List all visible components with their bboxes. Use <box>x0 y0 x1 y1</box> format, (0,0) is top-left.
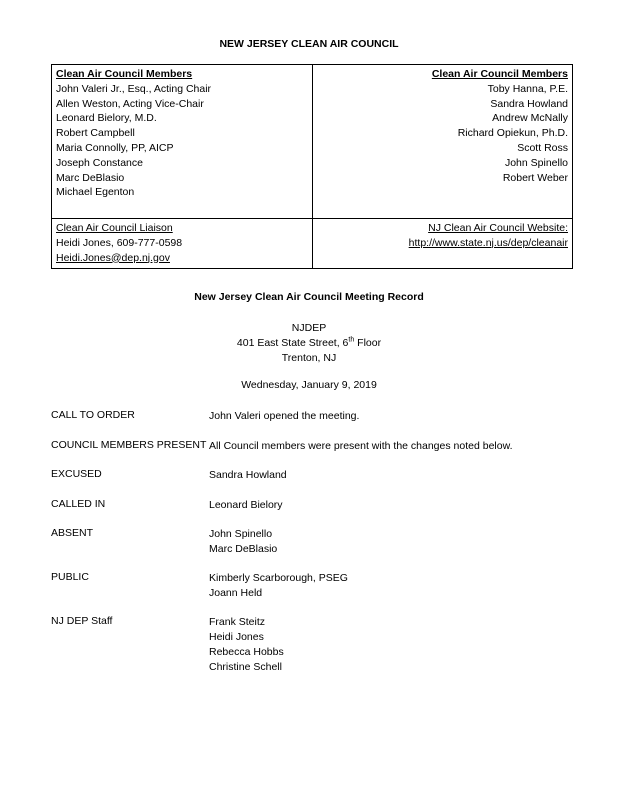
member-name: Robert Campbell <box>56 127 135 140</box>
record-label: CALLED IN <box>51 498 106 510</box>
member-name: John Valeri Jr., Esq., Acting Chair <box>56 82 212 95</box>
record-label: ABSENT <box>51 527 94 539</box>
member-name: Toby Hanna, P.E. <box>487 82 568 95</box>
member-name: Andrew McNally <box>492 112 568 125</box>
member-name: Marc DeBlasio <box>56 171 125 184</box>
council-members-table <box>51 64 573 269</box>
member-name: Sandra Howland <box>490 97 568 110</box>
record-label: PUBLIC <box>51 571 89 583</box>
member-name: Richard Opiekun, Ph.D. <box>457 127 568 140</box>
member-name: Leonard Bielory, M.D. <box>56 112 157 125</box>
meeting-date: Wednesday, January 9, 2019 <box>241 379 377 391</box>
members-right-heading: Clean Air Council Members <box>431 68 568 80</box>
member-name: Robert Weber <box>502 171 568 184</box>
website-heading: NJ Clean Air Council Website: <box>428 221 568 234</box>
liaison-cell <box>52 218 313 268</box>
liaison-email-link[interactable]: Heidi.Jones@dep.nj.gov <box>56 251 170 264</box>
record-value: Kimberly Scarborough, PSEG Joann Held <box>209 572 348 599</box>
member-name: Maria Connolly, PP, AICP <box>56 141 174 154</box>
record-label: NJ DEP Staff <box>51 615 113 627</box>
member-name: Scott Ross <box>517 141 568 154</box>
liaison-heading: Clean Air Council Liaison <box>56 221 173 234</box>
record-label: EXCUSED <box>51 468 102 480</box>
record-value: All Council members were present with the changes noted below. <box>209 440 513 452</box>
meeting-title: New Jersey Clean Air Council Meeting Record <box>194 291 424 303</box>
meeting-org: NJDEP <box>291 322 327 334</box>
record-label: COUNCIL MEMBERS PRESENT <box>51 439 207 451</box>
meeting-address: 401 East State Street, 6th Floor <box>236 336 382 349</box>
page-title: NEW JERSEY CLEAN AIR COUNCIL <box>219 38 399 50</box>
members-right-cell <box>312 65 573 219</box>
meeting-city: Trenton, NJ <box>281 352 337 364</box>
member-name: Joseph Constance <box>56 156 143 169</box>
record-value: Leonard Bielory <box>209 499 283 511</box>
member-name: John Spinello <box>504 156 568 169</box>
members-left-heading: Clean Air Council Members <box>56 68 193 80</box>
record-value: John Spinello Marc DeBlasio <box>209 528 278 555</box>
liaison-name: Heidi Jones, 609-777-0598 <box>56 236 183 249</box>
members-left-cell <box>52 65 313 219</box>
record-label: CALL TO ORDER <box>51 409 135 421</box>
record-value: John Valeri opened the meeting. <box>209 410 360 422</box>
website-cell <box>312 218 573 268</box>
website-link[interactable]: http://www.state.nj.us/dep/cleanair <box>408 236 568 249</box>
member-name: Michael Egenton <box>56 186 135 199</box>
member-name: Allen Weston, Acting Vice-Chair <box>56 97 204 110</box>
record-value: Frank Steitz Heidi Jones Rebecca Hobbs Christine Schell <box>209 616 284 673</box>
meeting-location <box>0 321 618 366</box>
record-value: Sandra Howland <box>209 469 287 481</box>
